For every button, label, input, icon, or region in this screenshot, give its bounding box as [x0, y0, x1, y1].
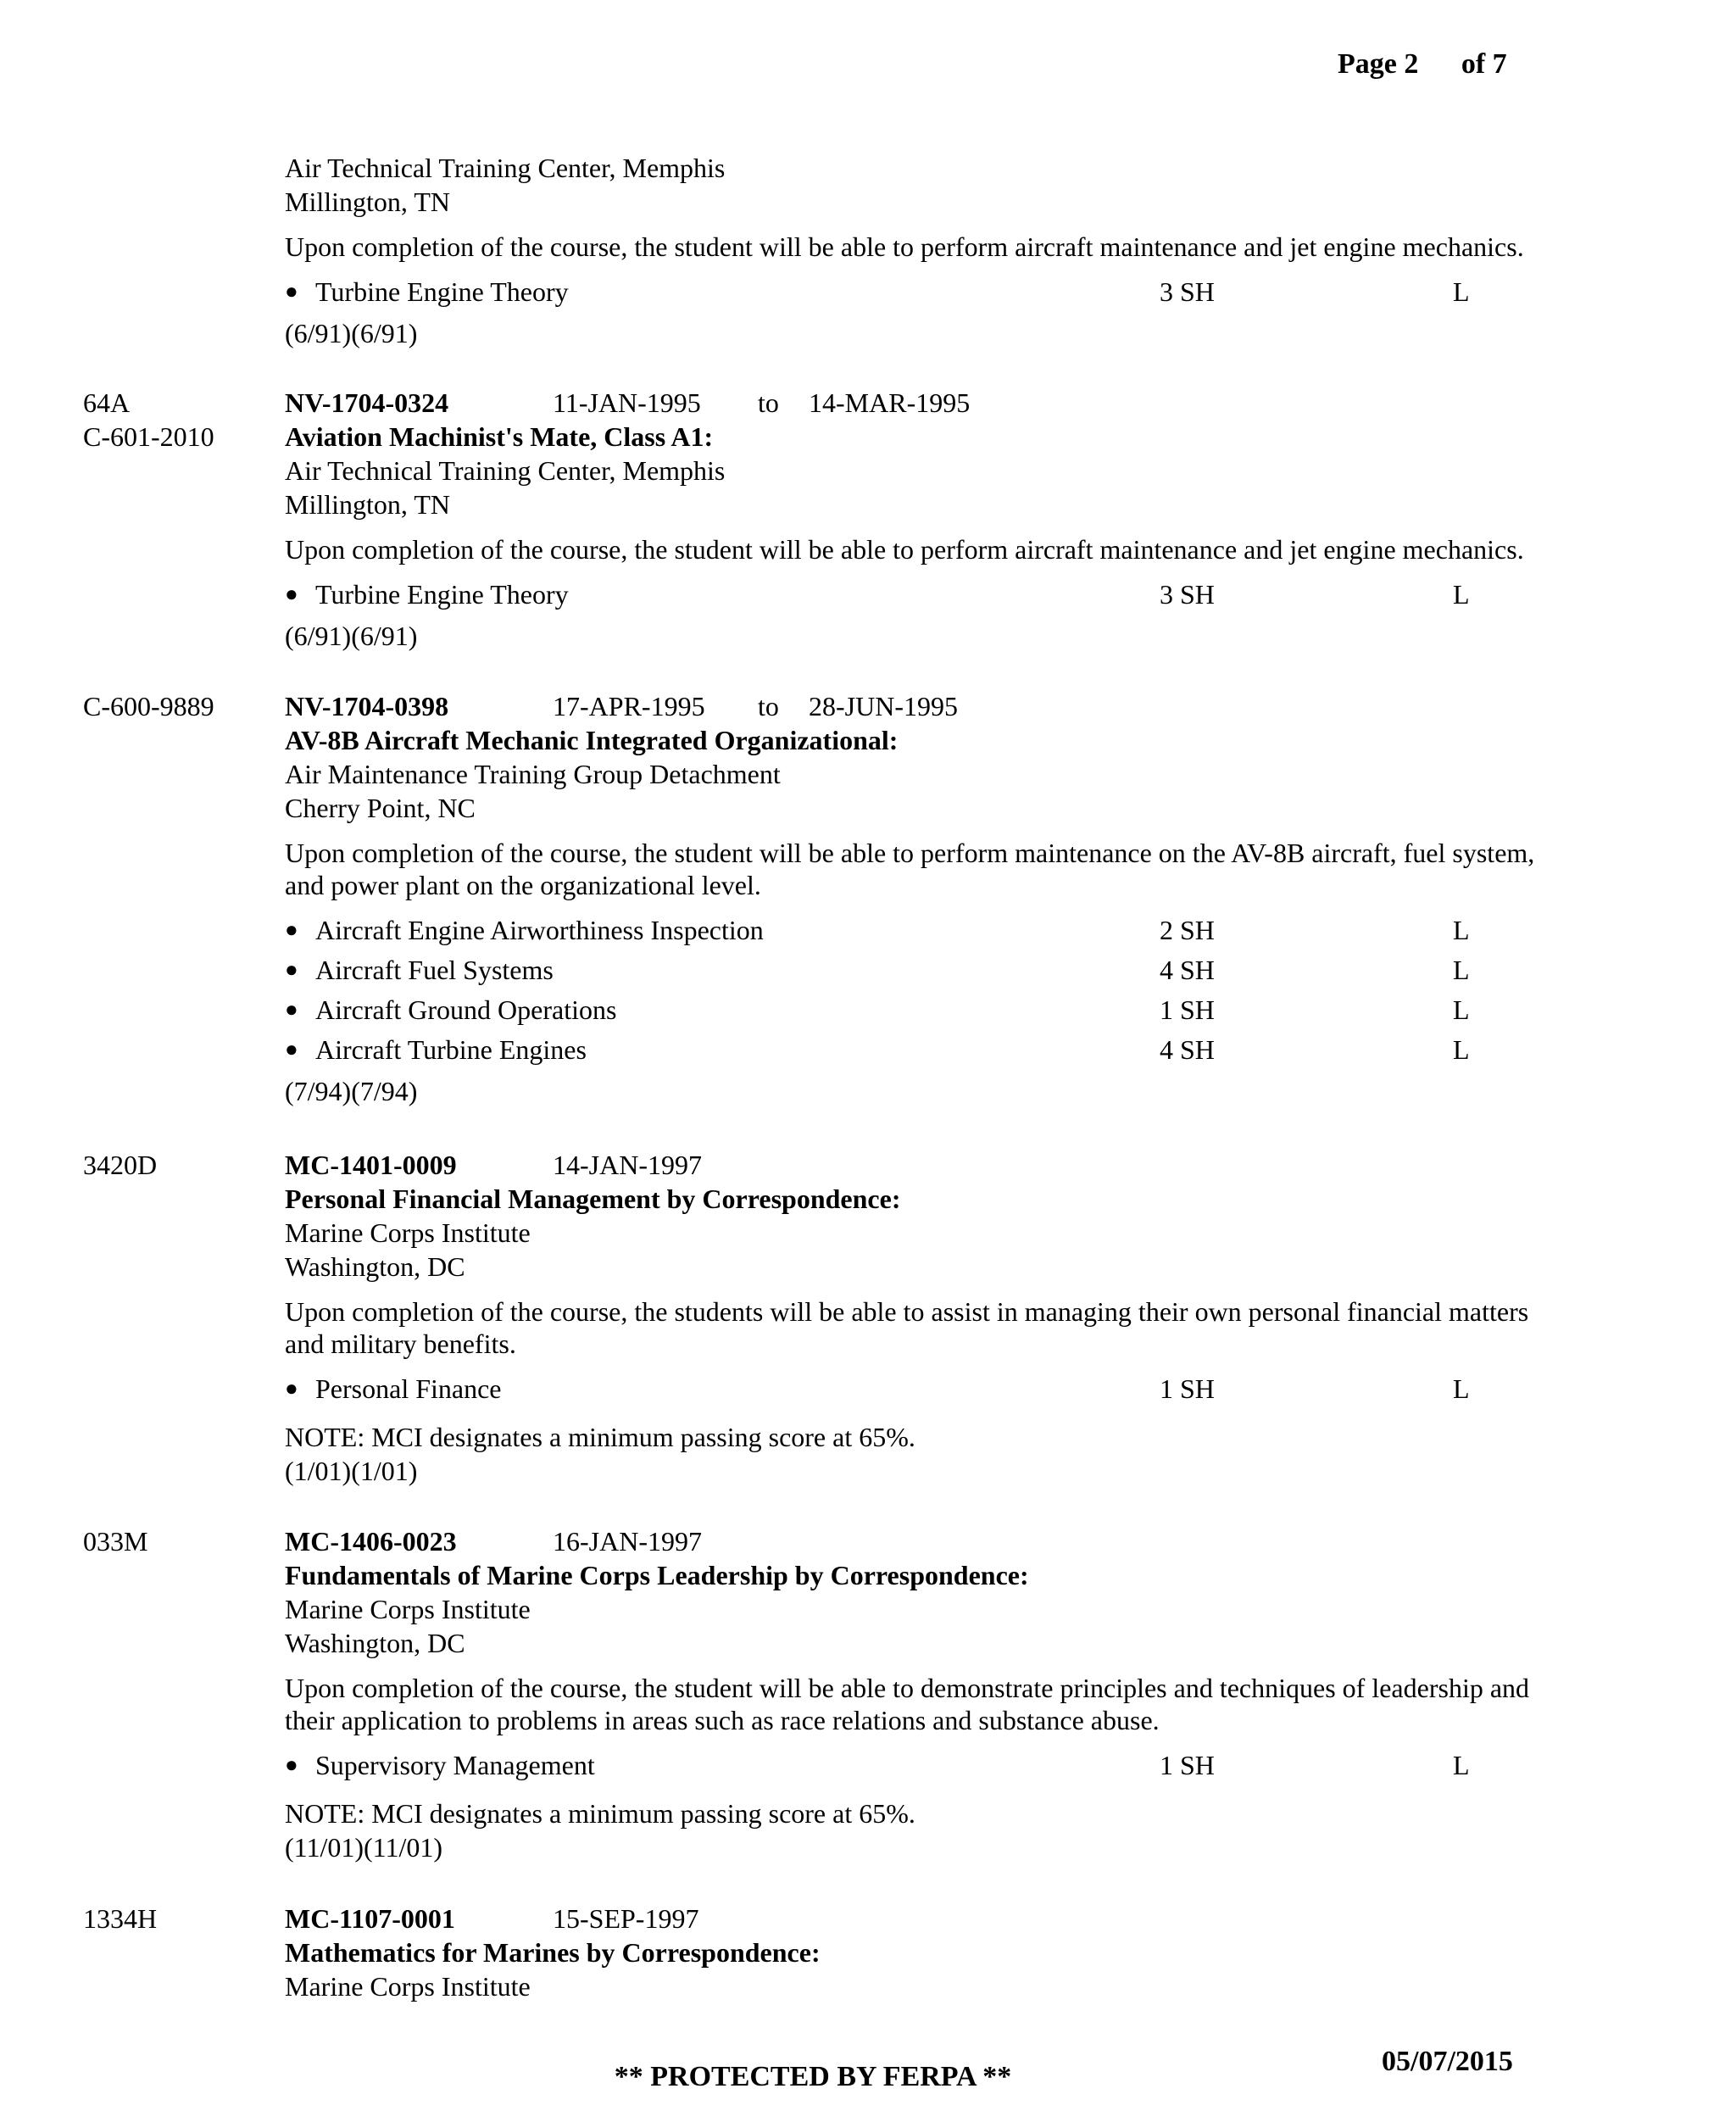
course-code: 033M [83, 1526, 148, 1557]
evaluation-dates: (6/91)(6/91) [285, 318, 418, 348]
course-description: Upon completion of the course, the student will be able to perform maintenance on the AV-8B aircraft, fuel system, and power plant on the organizational level. [285, 838, 1535, 900]
credit-level: L [1453, 1373, 1470, 1404]
credit-level: L [1453, 276, 1470, 307]
course-title: AV-8B Aircraft Mechanic Integrated Organizational: [285, 725, 899, 755]
start-date: 17-APR-1995 [553, 691, 705, 721]
credit-subject: Turbine Engine Theory [315, 579, 569, 610]
course-code: 1334H [83, 1903, 158, 1934]
course-location: Millington, TN [285, 489, 450, 520]
course-org: Air Technical Training Center, Memphis [285, 153, 726, 183]
credit-level: L [1453, 994, 1470, 1025]
course-codes [83, 1902, 157, 1935]
credit-item [285, 953, 1556, 993]
bullet-icon: ● [285, 582, 298, 606]
credit-subject: Personal Finance [315, 1373, 502, 1404]
course-note: NOTE: MCI designates a minimum passing score at 65%. [285, 1798, 915, 1829]
credit-subject: Aircraft Engine Airworthiness Inspection [315, 915, 764, 945]
end-date: 28-JUN-1995 [809, 691, 958, 721]
evaluation-dates: (11/01)(11/01) [285, 1832, 443, 1863]
credit-hours: 1 SH [1160, 994, 1215, 1025]
course-header [285, 386, 1556, 420]
evaluation-dates: (7/94)(7/94) [285, 1076, 418, 1106]
course-location: Millington, TN [285, 187, 450, 217]
course-location: Washington, DC [285, 1251, 465, 1282]
credit-level: L [1453, 579, 1470, 610]
credit-list [285, 1372, 1556, 1412]
course-header [285, 689, 1556, 723]
bullet-icon: ● [285, 957, 298, 982]
credit-hours: 4 SH [1160, 1034, 1215, 1065]
course-org: Marine Corps Institute [285, 1217, 531, 1248]
credit-list [285, 577, 1556, 617]
evaluation-dates: (1/01)(1/01) [285, 1456, 418, 1486]
credit-hours: 4 SH [1160, 955, 1215, 985]
start-date: 16-JAN-1997 [553, 1526, 702, 1557]
credit-level: L [1453, 1034, 1470, 1065]
course-description: Upon completion of the course, the student will be able to perform aircraft maintenance and jet engine mechanics. [285, 534, 1524, 565]
credit-list [285, 275, 1556, 315]
course-codes [83, 1148, 157, 1182]
course-description: Upon completion of the course, the student will be able to demonstrate principles and techniques of leadership and their application to problems in areas such as race relations and substance abuse. [285, 1673, 1530, 1735]
course-header [285, 1524, 1556, 1558]
credit-level: L [1453, 915, 1470, 945]
course-org: Marine Corps Institute [285, 1971, 531, 2002]
credit-level: L [1453, 955, 1470, 985]
course-org: Air Maintenance Training Group Detachment [285, 759, 781, 789]
credit-list [285, 913, 1556, 1072]
start-date: 11-JAN-1995 [553, 387, 701, 418]
course-codes [83, 386, 214, 454]
credit-list [285, 1748, 1556, 1788]
credit-item [285, 913, 1556, 953]
credit-subject: Aircraft Turbine Engines [315, 1034, 587, 1065]
course-header [285, 1148, 1556, 1182]
course-title: Mathematics for Marines by Correspondence: [285, 1937, 821, 1968]
ace-number: NV-1704-0324 [285, 387, 449, 418]
credit-item [285, 577, 1556, 617]
course-description: Upon completion of the course, the students will be able to assist in managing their own personal financial matters and military benefits. [285, 1296, 1529, 1359]
course-description: Upon completion of the course, the student will be able to perform aircraft maintenance and jet engine mechanics. [285, 231, 1524, 262]
course-location: Washington, DC [285, 1628, 465, 1658]
credit-hours: 1 SH [1160, 1750, 1215, 1780]
course-codes [83, 1524, 147, 1558]
course-title: Personal Financial Management by Correspondence: [285, 1184, 901, 1214]
start-date: 14-JAN-1997 [553, 1150, 702, 1180]
credit-item [285, 1372, 1556, 1412]
credit-hours: 2 SH [1160, 915, 1215, 945]
credit-hours: 1 SH [1160, 1373, 1215, 1404]
course-code: C-600-9889 [83, 691, 214, 721]
date-separator: to [758, 387, 779, 418]
credit-item [285, 993, 1556, 1033]
ace-number: MC-1406-0023 [285, 1526, 457, 1557]
credit-hours: 3 SH [1160, 276, 1215, 307]
credit-level: L [1453, 1750, 1470, 1780]
course-codes [83, 689, 214, 723]
start-date: 15-SEP-1997 [553, 1903, 699, 1934]
course-org: Marine Corps Institute [285, 1594, 531, 1624]
ace-number: MC-1401-0009 [285, 1150, 457, 1180]
ace-number: MC-1107-0001 [285, 1903, 455, 1934]
bullet-icon: ● [285, 1037, 298, 1061]
page-label: Page 2 [1338, 48, 1419, 80]
page-number [1338, 47, 1507, 81]
evaluation-dates: (6/91)(6/91) [285, 621, 418, 651]
bullet-icon: ● [285, 1376, 298, 1401]
course-code: 64A [83, 387, 131, 418]
course-title: Aviation Machinist's Mate, Class A1: [285, 421, 714, 452]
credit-item [285, 275, 1556, 315]
course-header [285, 1902, 1556, 1935]
ferpa-notice: ** PROTECTED BY FERPA ** [614, 2061, 1012, 2092]
credit-item [285, 1033, 1556, 1072]
ace-number: NV-1704-0398 [285, 691, 449, 721]
course-location: Cherry Point, NC [285, 793, 476, 823]
credit-hours: 3 SH [1160, 579, 1215, 610]
credit-item [285, 1748, 1556, 1788]
credit-subject: Aircraft Fuel Systems [315, 955, 554, 985]
credit-subject: Turbine Engine Theory [315, 276, 569, 307]
bullet-icon: ● [285, 997, 298, 1022]
page-total: of 7 [1461, 48, 1507, 80]
credit-subject: Aircraft Ground Operations [315, 994, 617, 1025]
course-note: NOTE: MCI designates a minimum passing score at 65%. [285, 1422, 915, 1452]
bullet-icon: ● [285, 279, 298, 304]
course-code: 3420D [83, 1150, 158, 1180]
end-date: 14-MAR-1995 [809, 387, 971, 418]
course-org: Air Technical Training Center, Memphis [285, 455, 726, 486]
course-title: Fundamentals of Marine Corps Leadership by Correspondence: [285, 1560, 1029, 1590]
course-code: C-601-2010 [83, 421, 214, 452]
bullet-icon: ● [285, 1752, 298, 1777]
print-date: 05/07/2015 [1382, 2046, 1513, 2077]
bullet-icon: ● [285, 917, 298, 942]
credit-subject: Supervisory Management [315, 1750, 595, 1780]
date-separator: to [758, 691, 779, 721]
